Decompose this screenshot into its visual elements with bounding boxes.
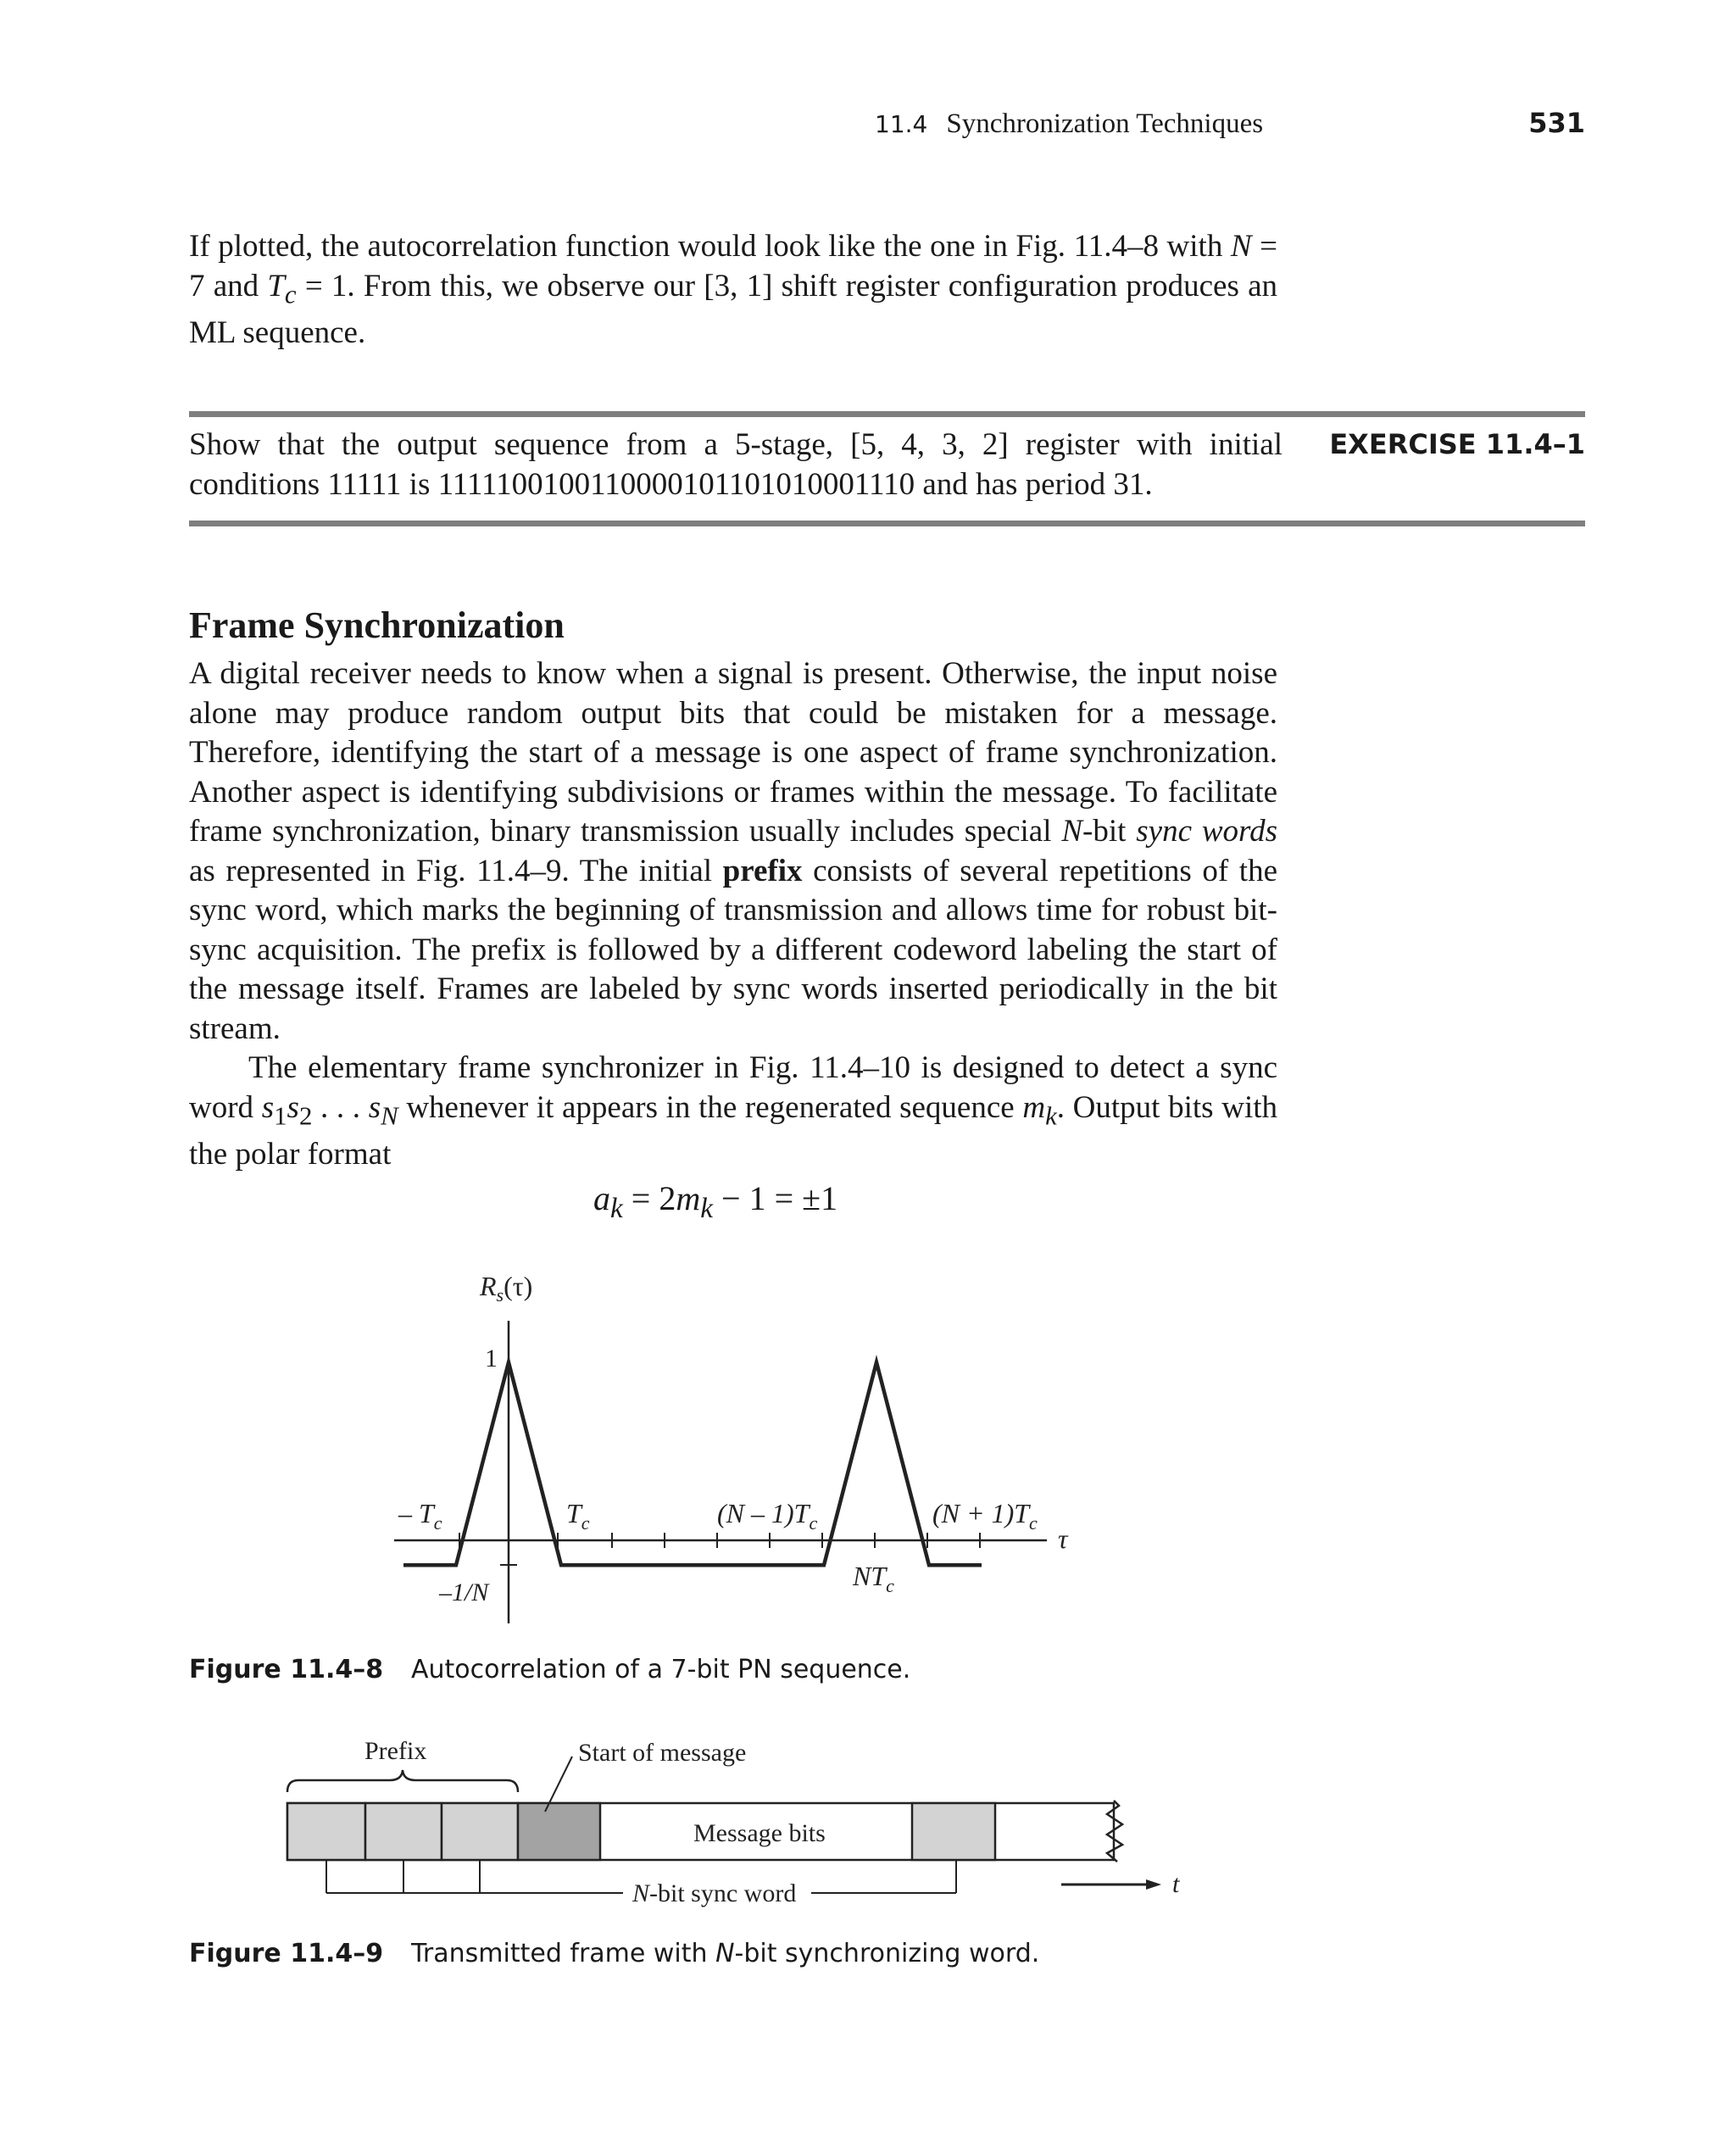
synchronizer-paragraph: The elementary frame synchronizer in Fig. 11.4–10 is designed to detect a sync word $s_1s_2$ . . . $s_N$ whenever it appears in the regenerated sequence $m_k$. Output bits with the polar format (189, 1050, 1278, 1172)
minus-1-over-n-label: –1/N (439, 1578, 489, 1606)
figure-8-caption (189, 1655, 911, 1684)
prefix-brace (287, 1770, 518, 1792)
figure-9-caption-text: Transmitted frame with N-bit synchronizing word. (411, 1939, 1040, 1968)
figure-8-caption-label: Figure 11.4–8 (189, 1655, 384, 1684)
intro-paragraph: If plotted, the autocorrelation function would look like the one in Fig. 11.4–8 with N = 7 and $T_c = 1$. From this, we observe our [3, 1] shift register configuration produces an ML sequence. (189, 229, 1277, 351)
sync-word-label: N-bit sync word (632, 1879, 797, 1907)
autocorrelation-figure (394, 1271, 1069, 1623)
section-title: Synchronization Techniques (946, 109, 1264, 139)
exercise-label: EXERCISE 11.4–1 (1329, 428, 1585, 460)
start-of-message-cell (518, 1803, 600, 1860)
tau-label: τ (1058, 1523, 1068, 1554)
section-heading: Frame Synchronization (189, 604, 565, 646)
ylabel: $R_s(\tau)$ (480, 1271, 533, 1306)
prefix-cell-1 (287, 1803, 365, 1860)
page-number: 531 (1528, 107, 1585, 139)
figure-9-caption-label: Figure 11.4–9 (189, 1939, 384, 1968)
neg-tc-label: – $T_c$ (398, 1498, 442, 1534)
prefix-cell-2 (365, 1803, 442, 1860)
time-arrow-head (1146, 1879, 1161, 1890)
prefix-cell-3 (442, 1803, 518, 1860)
exercise-text: Show that the output sequence from a 5-stage, [5, 4, 3, 2] register with initial conditions 11111 is 1111100100110000101101010001110 and has period 31. (189, 427, 1283, 502)
message-bits-label: Message bits (693, 1819, 826, 1847)
time-label: t (1172, 1870, 1180, 1898)
figure-9-caption (189, 1939, 1040, 1968)
frame-sync-paragraph: A digital receiver needs to know when a signal is present. Otherwise, the input noise alone may produce random output bits that could be mistaken for a message. Therefore, identifying the start of a message is one aspect of frame synchronization. Another aspect is identifying subdivisions or frames within the message. To facilitate frame synchronization, binary transmission usually includes special N-bit sync words as represented in Fig. 11.4–9. The initial prefix consists of several repetitions of the sync word, which marks the beginning of transmission and allows time for robust bit-sync acquisition. The prefix is followed by a different codeword labeling the start of the message itself. Frames are labeled by sync words inserted periodically in the bit stream. (189, 656, 1277, 1046)
frame-figure (287, 1737, 1180, 1907)
tc-label: $T_c$ (566, 1498, 590, 1534)
sync-word-cell (912, 1803, 995, 1860)
figure-8-caption-text: Autocorrelation of a 7-bit PN sequence. (411, 1655, 911, 1684)
section-number: 11.4 (875, 110, 928, 138)
n-plus-1-tc-label: $(N + 1)T_c$ (932, 1498, 1038, 1534)
start-of-message-label: Start of message (578, 1739, 747, 1767)
autocorrelation-curve (403, 1362, 982, 1565)
prefix-label: Prefix (364, 1737, 427, 1765)
ntc-label: $NT_c$ (853, 1561, 894, 1596)
peak-value-label: 1 (485, 1345, 498, 1372)
axis-ticks (459, 1533, 980, 1565)
n-minus-1-tc-label: $(N - 1)T_c$ (717, 1498, 818, 1534)
polar-format-equation: $a_k = 2m_k - 1 = \pm 1$ (593, 1179, 838, 1224)
